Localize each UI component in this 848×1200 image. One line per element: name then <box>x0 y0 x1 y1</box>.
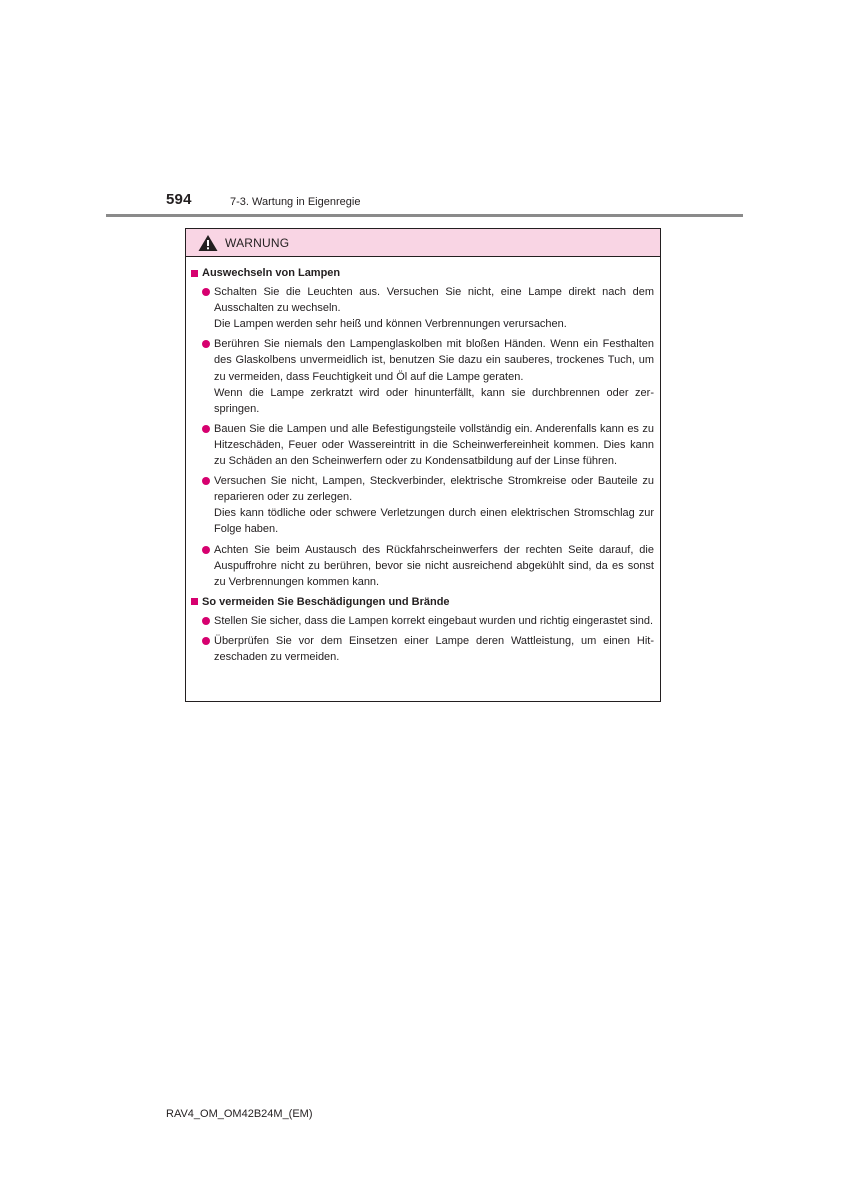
warning-body <box>186 257 660 665</box>
list-item <box>191 613 654 629</box>
paragraph: Schalten Sie die Leuchten aus. Versuchen Sie nicht, eine Lampe direkt nach dem Ausschalten zu wechseln. <box>214 286 654 315</box>
section-title: 7-3. Wartung in Eigenregie <box>230 196 361 208</box>
paragraph: Bauen Sie die Lampen und alle Befestigungsteile vollständig ein. Anderenfalls kann es zu Hitzeschäden, Feuer oder Wassereintritt in die Scheinwerfereinheit kommen. Dies kann zu Schäden an den Scheinwerfern oder zu Kondensatbildung auf der Linse führen. <box>214 422 654 468</box>
round-bullet-icon <box>202 617 210 625</box>
list-item <box>191 473 654 537</box>
header-divider <box>106 214 743 217</box>
paragraph: Versuchen Sie nicht, Lampen, Steckverbinder, elektrische Stromkreise oder Bauteile zu reparieren oder zu zerlegen. <box>214 475 654 504</box>
round-bullet-icon <box>202 288 210 296</box>
paragraph: Achten Sie beim Austausch des Rückfahrscheinwerfers der rechten Seite darauf, die Auspuffrohre nicht zu berühren, bevor sie nicht ausreichend abgekühlt sind, da es sonst zu Verbrennungen kommen kann. <box>214 543 654 588</box>
paragraph: Stellen Sie sicher, dass die Lampen korrekt eingebaut wurden und richtig eingerastet sind. <box>214 614 654 627</box>
paragraph: Die Lampen werden sehr heiß und können Verbrennungen verursachen. <box>214 318 567 331</box>
round-bullet-icon <box>202 637 210 645</box>
paragraph: Wenn die Lampe zerkratzt wird oder hinunterfällt, kann sie durchbrennen oder zerspringen. <box>214 386 654 415</box>
warning-triangle-icon <box>198 234 218 252</box>
warning-box <box>185 228 661 702</box>
section-heading-text: So vermeiden Sie Beschädigungen und Brände <box>202 595 450 608</box>
section-heading <box>191 265 654 281</box>
round-bullet-icon <box>202 340 210 348</box>
paragraph: Dies kann tödliche oder schwere Verletzungen durch einen elektrischen Stromschlag zur Folge haben. <box>214 507 654 536</box>
paragraph: Überprüfen Sie vor dem Einsetzen einer Lampe deren Wattleistung, um einen Hitzeschaden zu vermeiden. <box>214 634 654 664</box>
paragraph: Berühren Sie niemals den Lampenglaskolben mit bloßen Händen. Wenn ein Festhalten des Glaskolbens unvermeidlich ist, benutzen Sie dazu ein sauberes, trockenes Tuch, um zu vermeiden, dass Feuchtigkeit und Öl auf die Lampe geraten. <box>214 338 654 383</box>
round-bullet-icon <box>202 477 210 485</box>
list-item <box>191 336 654 416</box>
list-item <box>191 542 654 590</box>
section-heading <box>191 594 654 610</box>
footer-document-code: RAV4_OM_OM42B24M_(EM) <box>166 1108 313 1120</box>
square-bullet-icon <box>191 598 198 605</box>
list-item <box>191 284 654 332</box>
warning-header <box>186 229 660 257</box>
list-item <box>191 633 654 665</box>
round-bullet-icon <box>202 425 210 433</box>
round-bullet-icon <box>202 546 210 554</box>
page-number: 594 <box>166 191 192 208</box>
list-item <box>191 421 654 469</box>
section-heading-text: Auswechseln von Lampen <box>202 267 341 279</box>
square-bullet-icon <box>191 270 198 277</box>
warning-title: WARNUNG <box>225 235 290 250</box>
